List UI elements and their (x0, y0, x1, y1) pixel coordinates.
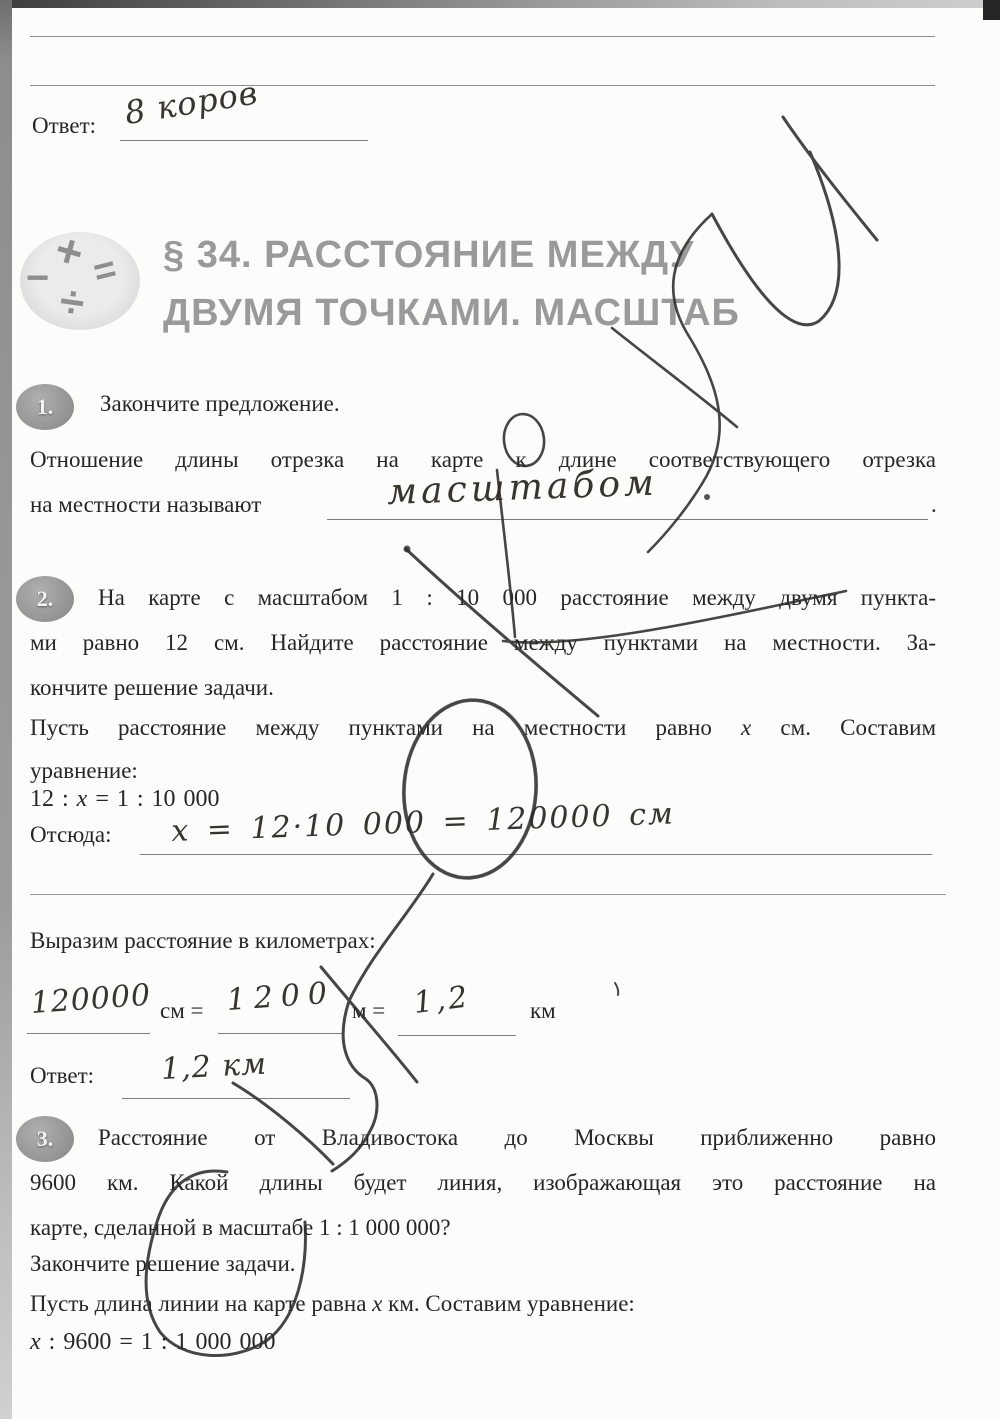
problem-1-number: 1. (36, 394, 54, 419)
let-text: см. Составим (751, 715, 936, 740)
equation-text: 12 : (30, 786, 77, 812)
problem-2-equation (30, 784, 220, 814)
problem-2-hence-line (140, 854, 932, 855)
conversion-blank-cm (27, 1033, 150, 1034)
problem-2-number: 2. (36, 586, 54, 611)
problem-2-statement-line1: На карте с масштабом 1 : 10 000 расстояние между двумя пункта- (98, 585, 936, 610)
divide-icon: ÷ (56, 276, 88, 329)
scan-corner-artifact (983, 0, 1000, 20)
problem-3-statement-line2: 9600 км. Какой длины будет линия, изображающая это расстояние на (30, 1170, 936, 1195)
equation-text: : 9600 = 1 : 1 000 000 (40, 1329, 276, 1355)
problem-3-badge (16, 1116, 74, 1162)
problem-2-answer-label: Ответ: (30, 1063, 95, 1088)
problem-2-let-line2: уравнение: (30, 758, 138, 783)
problem-2-answer-line (122, 1098, 350, 1099)
problem-3-finish-line: Закончите решение задачи. (30, 1251, 296, 1276)
minus-icon: − (26, 256, 50, 300)
problem-1-title: Закончите предложение. (100, 391, 340, 416)
top-answer-label: Ответ: (32, 113, 97, 138)
problem-2-badge (16, 576, 74, 622)
problem-2-statement-line2: ми равно 12 см. Найдите расстояние между пунктами на местности. За- (30, 630, 936, 655)
math-symbols-icon (20, 222, 140, 330)
conversion-unit-cm: см = (160, 998, 204, 1023)
conversion-handwriting-cm: 120000 (29, 977, 153, 1021)
ruled-line (30, 36, 935, 37)
conversion-handwriting-km: 1,2 (411, 979, 473, 1021)
variable-x: x (372, 1291, 383, 1316)
conversion-blank-km (398, 1035, 516, 1036)
variable-x: x (30, 1329, 41, 1355)
conversion-unit-km: км (530, 998, 556, 1023)
problem-3-number: 3. (36, 1126, 54, 1151)
ruled-line (30, 85, 935, 86)
problem-1-text-line1: Отношение длины отрезка на карте к длине соответствующего отрезка (30, 447, 936, 472)
equation-text: = 1 : 10 000 (87, 786, 220, 812)
section-title (163, 226, 740, 342)
problem-2-answer-handwriting: 1,2 км (160, 1046, 268, 1087)
plus-icon: + (49, 222, 90, 280)
section-title-line1: § 34. РАССТОЯНИЕ МЕЖДУ (163, 234, 695, 276)
problem-1-period: . (931, 492, 937, 517)
problem-3-equation (30, 1327, 276, 1357)
equals-icon: = (89, 247, 121, 295)
problem-3-statement-line1: Расстояние от Владивостока до Москвы приближенно равно (98, 1125, 936, 1150)
let-text: км. Составим уравнение: (382, 1291, 635, 1316)
variable-x: x (741, 715, 752, 740)
let-text: Пусть длина линии на карте равна (30, 1291, 373, 1316)
problem-2-let-line (30, 714, 936, 743)
problem-1-badge (16, 384, 74, 430)
conversion-unit-m: м = (352, 998, 386, 1023)
top-answer-handwriting: 8 коров (122, 73, 261, 132)
scan-left-edge (0, 0, 12, 1419)
scan-top-edge (0, 0, 1000, 8)
problem-2-express-line: Выразим расстояние в километрах: (30, 928, 376, 953)
section-title-line2: ДВУМЯ ТОЧКАМИ. МАСШТАБ (163, 292, 740, 334)
variable-x: x (76, 786, 88, 812)
ruled-line (30, 894, 946, 895)
conversion-blank-m (218, 1033, 343, 1034)
problem-1-text-line2: на местности называют (30, 492, 262, 517)
problem-2-hence-label: Отсюда: (30, 822, 112, 847)
problem-1-blank-handwriting: масштабом (386, 462, 659, 513)
problem-3-let-line (30, 1290, 635, 1319)
problem-3-statement-line3: карте, сделанной в масштабе 1 : 1 000 000? (30, 1215, 451, 1240)
problem-1-blank-line (327, 519, 928, 520)
let-text: Пусть расстояние между пунктами на местности равно (30, 715, 742, 740)
problem-2-hence-handwriting: x = 12·10 000 = 120000 см (170, 796, 676, 849)
top-answer-line (120, 140, 368, 141)
conversion-handwriting-m: 1200 (225, 975, 337, 1018)
problem-2-statement-line3: кончите решение задачи. (30, 675, 274, 700)
